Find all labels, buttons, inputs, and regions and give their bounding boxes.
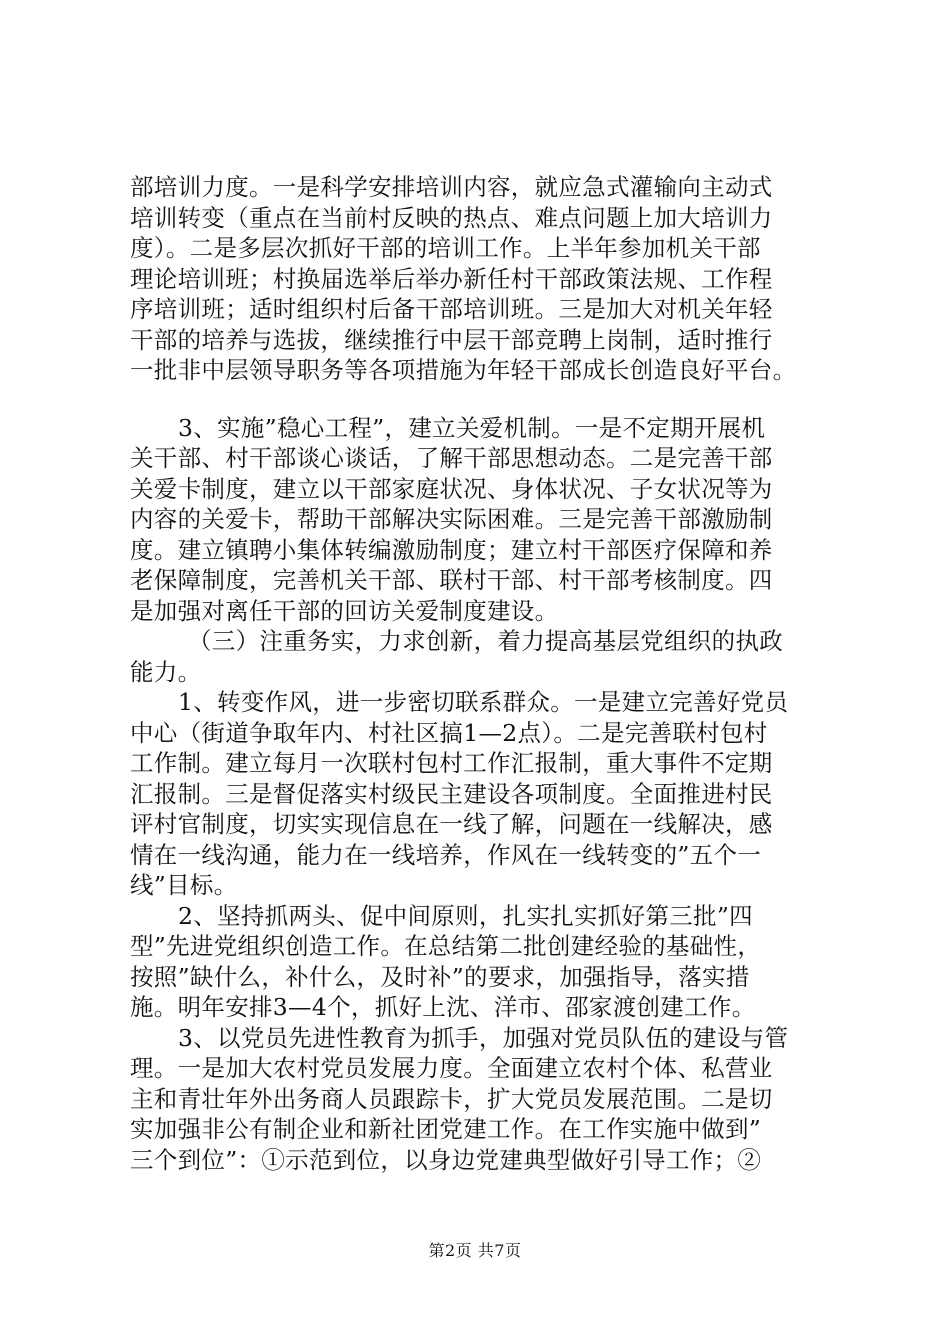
document-body	[130, 172, 830, 1175]
text-line: 情在一线沟通，能力在一线培养，作风在一线转变的”五个一	[130, 840, 762, 869]
text-line: 线”目标。	[130, 871, 238, 899]
text-line: 理。一是加大农村党员发展力度。全面建立农村个体、私营业	[130, 1054, 773, 1082]
text-line: 干部的培养与选拔，继续推行中层干部竞聘上岗制，适时推行	[130, 325, 773, 354]
text-line: 序培训班；适时组织村后备干部培训班。三是加大对机关年轻	[130, 295, 773, 323]
text-line: 理论培训班；村换届选举后举办新任村干部政策法规、工作程	[130, 264, 773, 293]
page-number-footer: 第2页 共7页	[428, 1241, 522, 1260]
paragraph-start-line: 3、以党员先进性教育为抓手，加强对党员队伍的建设与管	[178, 1023, 789, 1052]
text-line: 一批非中层领导职务等各项措施为年轻干部成长创造良好平台。	[130, 356, 797, 384]
text-line: 型”先进党组织创造工作。在总结第二批创建经验的基础性，	[130, 932, 762, 960]
text-line: 能力。	[130, 657, 202, 686]
text-line: 关干部、村干部谈心谈话，了解干部思想动态。二是完善干部	[130, 444, 773, 472]
text-line: 汇报制。三是督促落实村级民主建设各项制度。全面推进村民	[130, 779, 773, 808]
text-line: 关爱卡制度，建立以干部家庭状况、身体状况、子女状况等为	[130, 474, 773, 503]
paragraph-start-line: 2、坚持抓两头、促中间原则，扎实扎实抓好第三批”四	[178, 901, 753, 930]
text-line: 是加强对离任干部的回访关爱制度建设。	[130, 596, 559, 625]
text-line: 实加强非公有制企业和新社团党建工作。在工作实施中做到”	[130, 1115, 762, 1143]
text-line: 中心（街道争取年内、村社区搞1—2点）。二是完善联村包村	[130, 718, 768, 747]
text-line: 内容的关爱卡，帮助干部解决实际困难。三是完善干部激励制	[130, 505, 773, 533]
text-line: 度）。二是多层次抓好干部的培训工作。上半年参加机关干部	[130, 234, 761, 262]
text-line: 培训转变（重点在当前村反映的热点、难点问题上加大培训力	[130, 203, 773, 232]
text-line: 施。明年安排3—4个，抓好上沈、洋市、邵家渡创建工作。	[130, 993, 756, 1021]
text-line: 按照”缺什么，补什么，及时补”的要求，加强指导，落实措	[130, 962, 750, 991]
text-line: 老保障制度，完善机关干部、联村干部、村干部考核制度。四	[130, 566, 773, 594]
text-line: 度。建立镇聘小集体转编激励制度；建立村干部医疗保障和养	[130, 535, 773, 564]
section-heading-line: （三）注重务实，力求创新，着力提高基层党组织的执政	[188, 627, 783, 655]
text-line: 工作制。建立每月一次联村包村工作汇报制，重大事件不定期	[130, 749, 773, 777]
text-line: 三个到位”：①示范到位，以身边党建典型做好引导工作；②	[130, 1145, 762, 1174]
text-line: 部培训力度。一是科学安排培训内容，就应急式灌输向主动式	[130, 173, 773, 201]
paragraph-start-line: 1、转变作风，进一步密切联系群众。一是建立完善好党员	[178, 688, 789, 716]
text-line: 主和青壮年外出务商人员跟踪卡，扩大党员发展范围。二是切	[130, 1084, 773, 1113]
text-line: 评村官制度，切实实现信息在一线了解，问题在一线解决，感	[130, 810, 773, 838]
paragraph-start-line: 3、实施”稳心工程”，建立关爱机制。一是不定期开展机	[178, 413, 766, 442]
